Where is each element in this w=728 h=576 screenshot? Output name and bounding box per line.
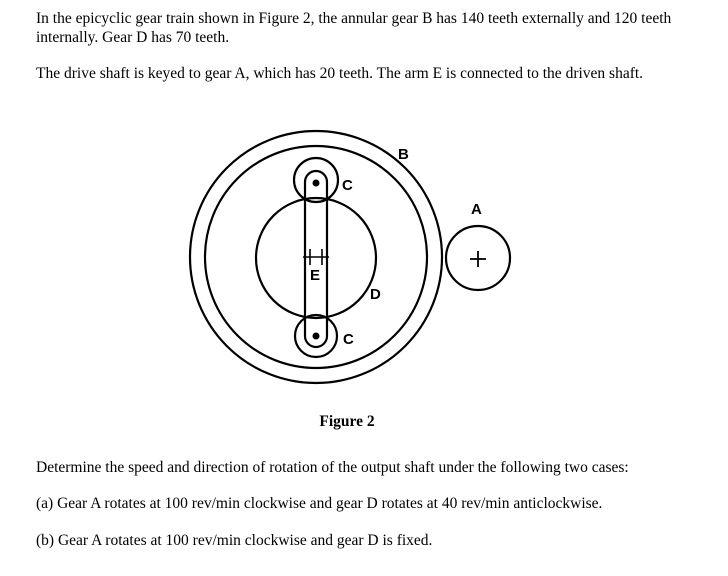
label-c-bottom: C xyxy=(343,331,354,348)
label-b: B xyxy=(398,146,409,163)
intro-paragraph-2: The drive shaft is keyed to gear A, which has 20 teeth. The arm E is connected to the driven shaft. xyxy=(36,65,644,82)
question-case-a: (a) Gear A rotates at 100 rev/min clockwise and gear D rotates at 40 rev/min anticlockwise. xyxy=(36,495,603,512)
figure-caption: Figure 2 xyxy=(319,413,375,430)
question-case-b: (b) Gear A rotates at 100 rev/min clockwise and gear D is fixed. xyxy=(36,532,433,549)
question-prompt: Determine the speed and direction of rotation of the output shaft under the following two cases: xyxy=(36,459,629,476)
label-d: D xyxy=(370,286,381,303)
label-a: A xyxy=(471,201,482,218)
arm-pin-bottom xyxy=(313,333,320,340)
label-e: E xyxy=(310,267,321,284)
arm-pin-top xyxy=(313,180,320,187)
intro-paragraph-1: In the epicyclic gear train shown in Figure 2, the annular gear B has 140 teeth externally and 120 teeth internally. Gear D has 70 teeth. xyxy=(36,10,672,46)
label-c-top: C xyxy=(342,177,353,194)
gear-a-centre-cross xyxy=(470,251,486,267)
gear-d xyxy=(256,198,376,318)
